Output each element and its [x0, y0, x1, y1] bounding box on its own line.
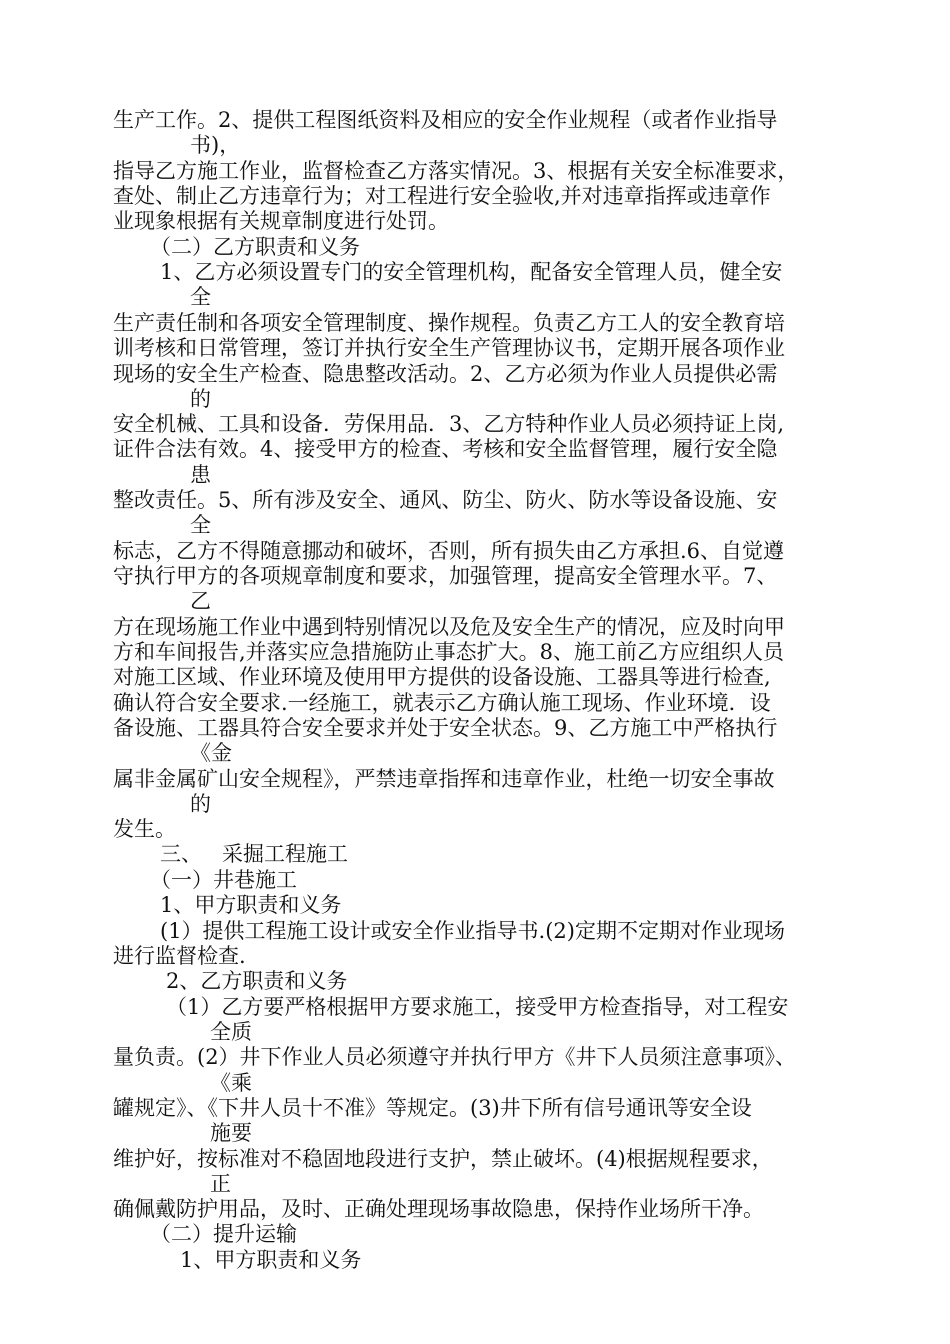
text-line: 证件合法有效。4、接受甲方的检查、考核和安全监督管理，履行安全隐	[113, 437, 778, 461]
text-line: 整改责任。5、所有涉及安全、通风、防尘、防火、防水等设备设施、安	[113, 488, 778, 512]
text-line: 标志，乙方不得随意挪动和破坏，否则，所有损失由乙方承担.6、自觉遵	[113, 539, 785, 563]
section-heading: （二）提升运输	[150, 1222, 297, 1246]
text-line: 1、乙方必须设置专门的安全管理机构，配备安全管理人员，健全安	[160, 260, 783, 284]
text-line: 全	[190, 513, 211, 537]
text-line: 量负责。(2）井下作业人员必须遵守并执行甲方《井下人员须注意事项》、	[113, 1045, 797, 1069]
text-line: 查处、制止乙方违章行为；对工程进行安全验收,并对违章指挥或违章作	[113, 184, 771, 208]
section-heading: 三、 采掘工程施工	[160, 842, 349, 866]
text-line: 备设施、工器具符合安全要求并处于安全状态。9、乙方施工中严格执行	[113, 716, 778, 740]
text-line: (1）提供工程施工设计或安全作业指导书.(2)定期不定期对作业现场	[160, 919, 785, 943]
section-heading: 1、甲方职责和义务	[160, 893, 342, 917]
text-line: 进行监督检查.	[113, 944, 246, 968]
text-line: 维护好，按标准对不稳固地段进行支护，禁止破坏。(4)根据规程要求，	[113, 1147, 773, 1171]
text-line: 业现象根据有关规章制度进行处罚。	[113, 209, 449, 233]
text-line: 方和车间报告,并落实应急措施防止事态扩大。8、施工前乙方应组织人员	[113, 640, 785, 664]
text-line: 全	[190, 285, 211, 309]
text-line: 发生。	[113, 817, 176, 841]
text-line: 现场的安全生产检查、隐患整改活动。2、乙方必须为作业人员提供必需	[113, 362, 778, 386]
text-line: 乙	[190, 589, 211, 613]
text-line: 全质	[210, 1020, 252, 1044]
section-heading: 1、甲方职责和义务	[180, 1248, 362, 1272]
text-line: 施要	[210, 1121, 252, 1145]
text-line: 的	[190, 387, 211, 411]
text-line: 确佩戴防护用品，及时、正确处理现场事故隐患，保持作业场所干净。	[113, 1197, 764, 1221]
text-line: 对施工区域、作业环境及使用甲方提供的设备设施、工器具等进行检查,	[113, 665, 771, 689]
text-line: 生产责任制和各项安全管理制度、操作规程。负责乙方工人的安全教育培	[113, 311, 785, 335]
text-line: 生产工作。2、提供工程图纸资料及相应的安全作业规程（或者作业指导	[113, 108, 778, 132]
text-line: （1）乙方要严格根据甲方要求施工，接受甲方检查指导，对工程安	[166, 995, 789, 1019]
text-line: 确认符合安全要求.一经施工，就表示乙方确认施工现场、作业环境．设	[113, 691, 771, 715]
section-heading: （一）井巷施工	[150, 868, 297, 892]
text-line: 守执行甲方的各项规章制度和要求，加强管理，提高安全管理水平。7、	[113, 564, 778, 588]
section-heading: 2、乙方职责和义务	[166, 969, 348, 993]
text-line: 指导乙方施工作业，监督检查乙方落实情况。3、根据有关安全标准要求，	[113, 159, 799, 183]
text-line: 正	[210, 1172, 231, 1196]
text-line: 患	[190, 463, 211, 487]
text-line: 罐规定》、《下井人员十不准》等规定。(3)井下所有信号通讯等安全设	[113, 1096, 752, 1120]
text-line: 的	[190, 792, 211, 816]
text-line: 安全机械、工具和设备．劳保用品．3、乙方特种作业人员必须持证上岗,	[113, 412, 785, 436]
text-line: 方在现场施工作业中遇到特别情况以及危及安全生产的情况，应及时向甲	[113, 615, 785, 639]
text-line: 《乘	[210, 1071, 252, 1095]
section-heading: （二）乙方职责和义务	[150, 235, 360, 259]
text-line: 训考核和日常管理，签订并执行安全生产管理协议书，定期开展各项作业	[113, 336, 785, 360]
text-line: 《金	[190, 741, 232, 765]
text-line: 属非金属矿山安全规程》，严禁违章指挥和违章作业，杜绝一切安全事故	[113, 767, 775, 791]
text-line: 书)，	[190, 133, 241, 157]
